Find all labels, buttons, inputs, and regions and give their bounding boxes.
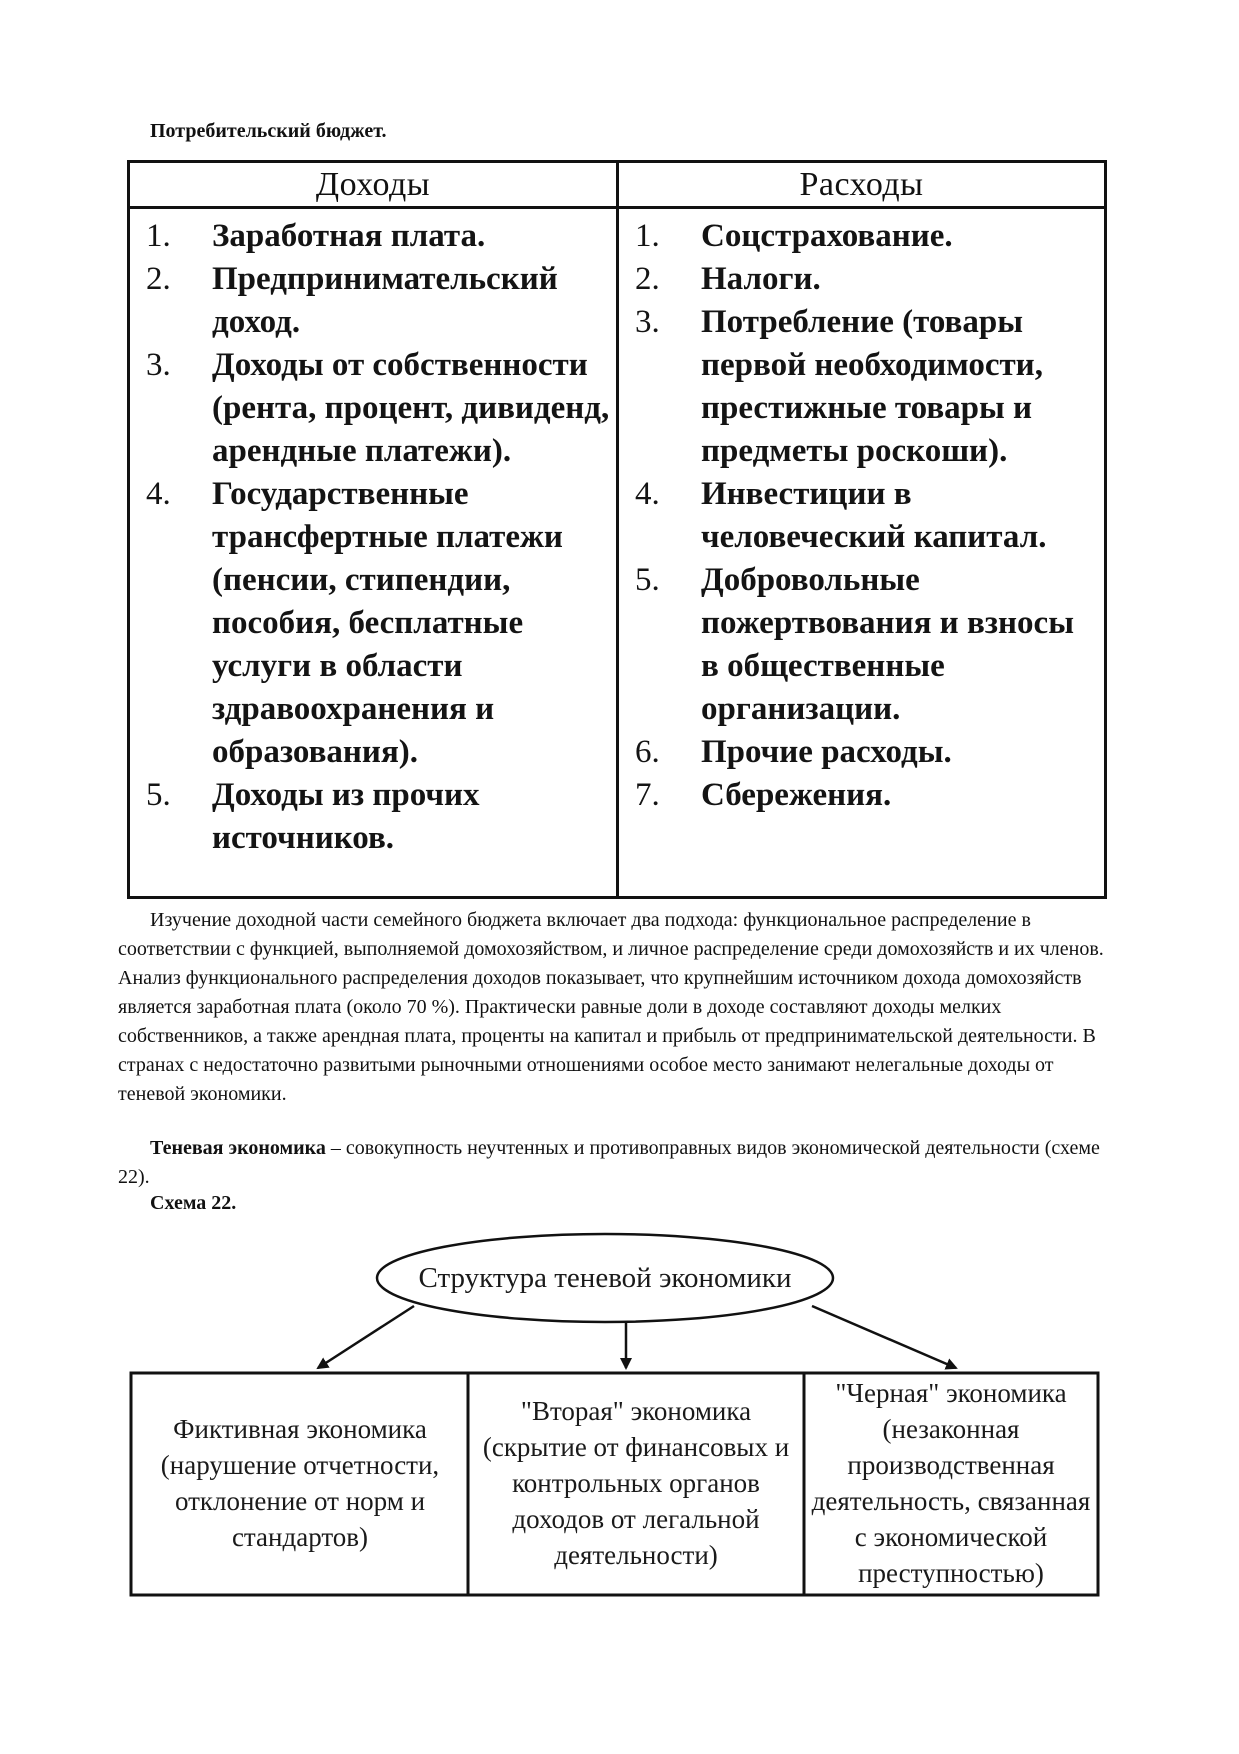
expense-item: 5. Добровольные пожертвования и взносы в общественные организации.: [635, 562, 1074, 727]
arrow-left: [318, 1306, 414, 1368]
root-node-label: Структура теневой экономики: [418, 1262, 792, 1294]
expense-item: 2. Налоги.: [635, 261, 821, 297]
budget-title: Потребительский бюджет.: [150, 120, 387, 142]
arrow-right: [812, 1306, 956, 1368]
black-economy-box: "Черная" экономика (незаконная производственная деятельность, связанная с экономической преступностью): [811, 1378, 1091, 1588]
budget-table: [127, 160, 1107, 899]
expense-item: 3. Потребление (товары первой необходимости, престижные товары и предметы роскоши).: [635, 304, 1043, 469]
income-cell: [129, 208, 618, 898]
second-economy-box: "Вторая" экономика (скрытие от финансовых и контрольных органов доходов от легальной деятельности): [482, 1396, 790, 1570]
income-item: 3. Доходы от собственности (рента, процент, дивиденд, арендные платежи).: [146, 347, 610, 469]
income-analysis-paragraph: [118, 906, 1118, 1109]
shadow-economy-term: Теневая экономика: [150, 1137, 326, 1159]
shadow-economy-definition: [118, 1134, 1118, 1192]
expense-cell: [618, 208, 1106, 898]
expense-item: 6. Прочие расходы.: [635, 734, 952, 770]
expense-item: 7. Сбережения.: [635, 777, 892, 813]
fictitious-economy-box: Фиктивная экономика (нарушение отчетности, отклонение от норм и стандартов): [160, 1414, 440, 1552]
scheme-label: Схема 22.: [150, 1192, 237, 1214]
expense-item: 4. Инвестиции в человеческий капитал.: [635, 476, 1047, 555]
income-list: [146, 215, 612, 860]
expense-item: 1. Соцстрахование.: [635, 218, 953, 254]
income-item: 2. Предпринимательский доход.: [146, 261, 558, 340]
expense-list: [635, 215, 1100, 817]
income-header: Доходы: [129, 162, 618, 208]
expense-header: Расходы: [618, 162, 1106, 208]
income-item: 4. Государственные трансфертные платежи (пенсии, стипендии, пособия, бесплатные услуги в области здравоохранения и образования).: [146, 476, 563, 770]
income-analysis-text: Изучение доходной части семейного бюджета включает два подхода: функциональное распределение в соответствии с функцией, выполняемой домохозяйством, и личное распределение среди домохозяйств и их членов. Анализ функционального распределения доходов показывает, что крупнейшим источником дохода домохозяйств является заработная плата (около 70 %). Практически равные доли в доходе составляют доходы мелких собственников, а также арендная плата, проценты на капитал и прибыль от предпринимательской деятельности. В странах с недостаточно развитыми рыночными отношениями особое место занимают нелегальные доходы от теневой экономики.: [118, 909, 1104, 1105]
income-item: 1. Заработная плата.: [146, 218, 486, 254]
shadow-economy-text: – совокупность неучтенных и противоправных видов экономической деятельности (схеме 22).: [118, 1137, 1100, 1188]
income-item: 5. Доходы из прочих источников.: [146, 777, 480, 856]
